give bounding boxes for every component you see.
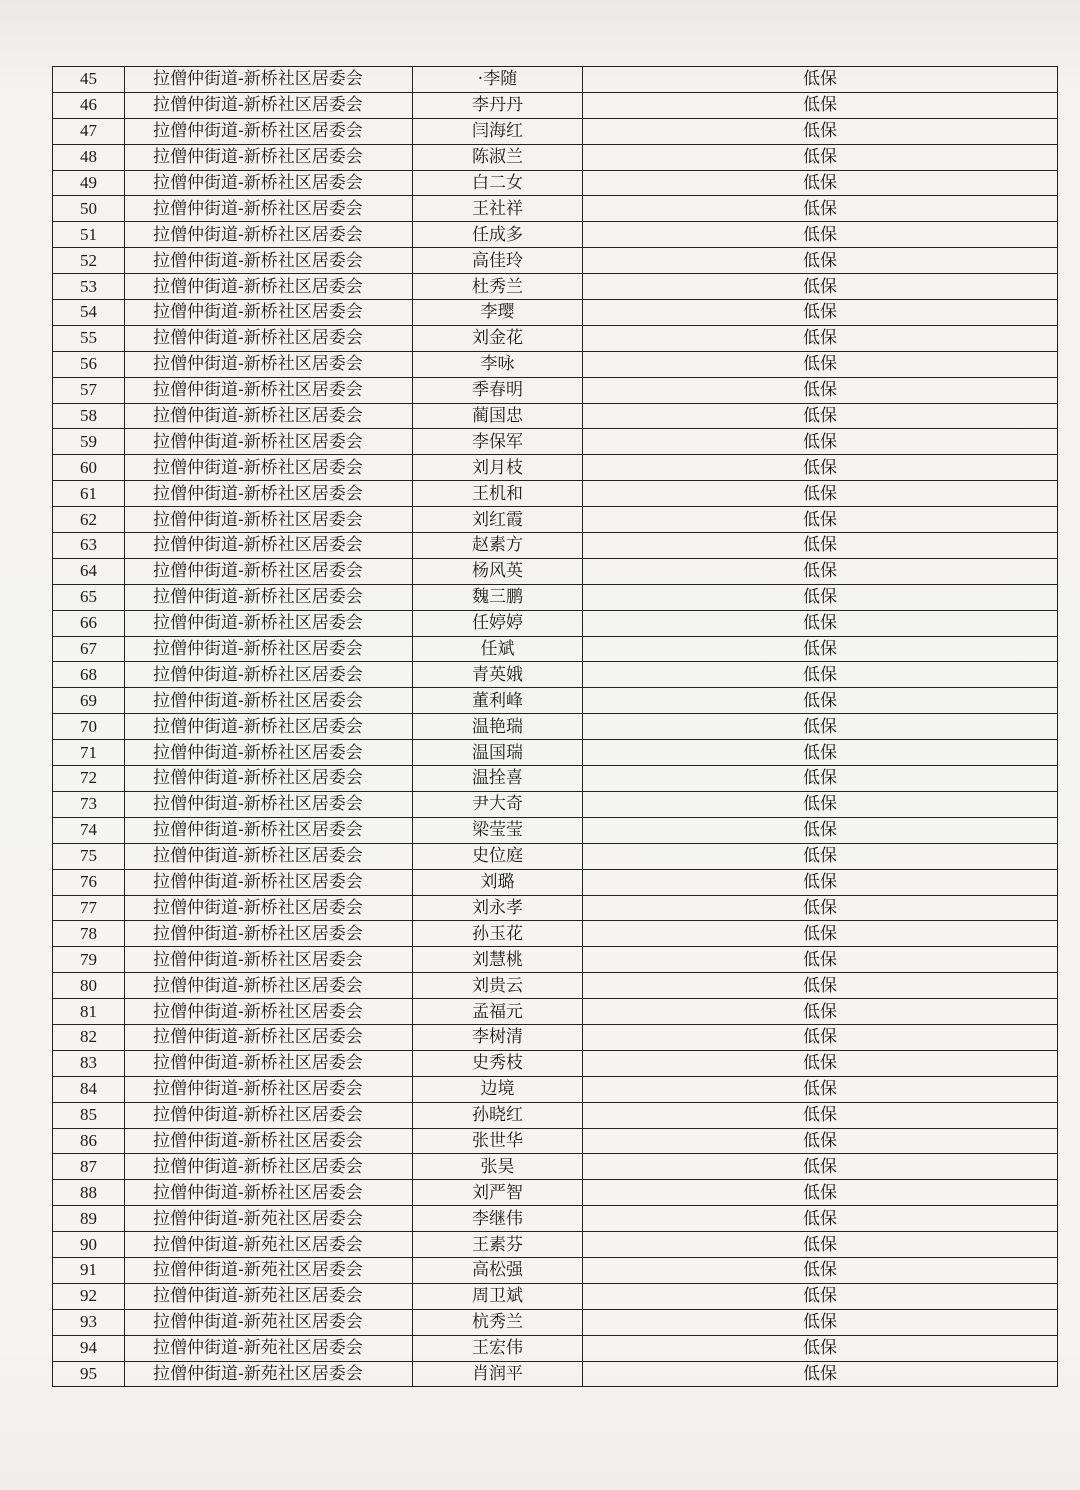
community-cell: 拉僧仲街道-新桥社区居委会 (125, 610, 413, 636)
roster-table (52, 66, 1058, 1387)
assistance-type-cell: 低保 (583, 170, 1058, 196)
community-cell: 拉僧仲街道-新桥社区居委会 (125, 766, 413, 792)
assistance-type-cell: 低保 (583, 895, 1058, 921)
row-number-cell: 70 (53, 714, 125, 740)
resident-name-cell: 刘红霞 (413, 507, 583, 533)
assistance-type-cell: 低保 (583, 222, 1058, 248)
assistance-type-cell: 低保 (583, 481, 1058, 507)
assistance-type-cell: 低保 (583, 558, 1058, 584)
resident-name-cell: 史秀枝 (413, 1050, 583, 1076)
row-number-cell: 50 (53, 196, 125, 222)
assistance-type-cell: 低保 (583, 403, 1058, 429)
community-cell: 拉僧仲街道-新桥社区居委会 (125, 118, 413, 144)
assistance-type-cell: 低保 (583, 662, 1058, 688)
table-row (53, 921, 1058, 947)
assistance-type-cell: 低保 (583, 740, 1058, 766)
resident-name-cell: 刘贵云 (413, 973, 583, 999)
assistance-type-cell: 低保 (583, 1283, 1058, 1309)
assistance-type-cell: 低保 (583, 1206, 1058, 1232)
resident-name-cell: 杨风英 (413, 558, 583, 584)
resident-name-cell: 王社祥 (413, 196, 583, 222)
resident-name-cell: 闫海红 (413, 118, 583, 144)
resident-name-cell: 高佳玲 (413, 248, 583, 274)
community-cell: 拉僧仲街道-新桥社区居委会 (125, 740, 413, 766)
row-number-cell: 67 (53, 636, 125, 662)
row-number-cell: 56 (53, 351, 125, 377)
community-cell: 拉僧仲街道-新桥社区居委会 (125, 196, 413, 222)
row-number-cell: 55 (53, 325, 125, 351)
resident-name-cell: 刘严智 (413, 1180, 583, 1206)
table-row (53, 325, 1058, 351)
row-number-cell: 62 (53, 507, 125, 533)
resident-name-cell: 季春明 (413, 377, 583, 403)
assistance-type-cell: 低保 (583, 429, 1058, 455)
table-row (53, 67, 1058, 93)
row-number-cell: 80 (53, 973, 125, 999)
assistance-type-cell: 低保 (583, 196, 1058, 222)
resident-name-cell: 杜秀兰 (413, 274, 583, 300)
row-number-cell: 85 (53, 1102, 125, 1128)
row-number-cell: 52 (53, 248, 125, 274)
assistance-type-cell: 低保 (583, 1102, 1058, 1128)
resident-name-cell: 张昊 (413, 1154, 583, 1180)
resident-name-cell: 董利峰 (413, 688, 583, 714)
assistance-roster (52, 66, 1057, 1387)
row-number-cell: 89 (53, 1206, 125, 1232)
community-cell: 拉僧仲街道-新桥社区居委会 (125, 1102, 413, 1128)
table-row (53, 481, 1058, 507)
community-cell: 拉僧仲街道-新桥社区居委会 (125, 248, 413, 274)
resident-name-cell: 温艳瑞 (413, 714, 583, 740)
resident-name-cell: 梁莹莹 (413, 817, 583, 843)
assistance-type-cell: 低保 (583, 973, 1058, 999)
table-row (53, 170, 1058, 196)
row-number-cell: 54 (53, 300, 125, 326)
row-number-cell: 60 (53, 455, 125, 481)
row-number-cell: 64 (53, 558, 125, 584)
assistance-type-cell: 低保 (583, 688, 1058, 714)
assistance-type-cell: 低保 (583, 377, 1058, 403)
community-cell: 拉僧仲街道-新桥社区居委会 (125, 1180, 413, 1206)
row-number-cell: 79 (53, 947, 125, 973)
community-cell: 拉僧仲街道-新桥社区居委会 (125, 300, 413, 326)
community-cell: 拉僧仲街道-新桥社区居委会 (125, 325, 413, 351)
assistance-type-cell: 低保 (583, 144, 1058, 170)
row-number-cell: 76 (53, 869, 125, 895)
row-number-cell: 81 (53, 999, 125, 1025)
row-number-cell: 72 (53, 766, 125, 792)
resident-name-cell: 陈淑兰 (413, 144, 583, 170)
community-cell: 拉僧仲街道-新桥社区居委会 (125, 222, 413, 248)
table-row (53, 817, 1058, 843)
table-row (53, 507, 1058, 533)
community-cell: 拉僧仲街道-新苑社区居委会 (125, 1257, 413, 1283)
assistance-type-cell: 低保 (583, 1335, 1058, 1361)
row-number-cell: 48 (53, 144, 125, 170)
row-number-cell: 68 (53, 662, 125, 688)
community-cell: 拉僧仲街道-新桥社区居委会 (125, 791, 413, 817)
community-cell: 拉僧仲街道-新桥社区居委会 (125, 921, 413, 947)
assistance-type-cell: 低保 (583, 455, 1058, 481)
table-row (53, 1102, 1058, 1128)
community-cell: 拉僧仲街道-新桥社区居委会 (125, 403, 413, 429)
assistance-type-cell: 低保 (583, 533, 1058, 559)
row-number-cell: 92 (53, 1283, 125, 1309)
assistance-type-cell: 低保 (583, 1257, 1058, 1283)
resident-name-cell: 李保军 (413, 429, 583, 455)
row-number-cell: 65 (53, 584, 125, 610)
table-row (53, 843, 1058, 869)
assistance-type-cell: 低保 (583, 921, 1058, 947)
table-row (53, 869, 1058, 895)
community-cell: 拉僧仲街道-新桥社区居委会 (125, 1050, 413, 1076)
assistance-type-cell: 低保 (583, 118, 1058, 144)
resident-name-cell: 李璎 (413, 300, 583, 326)
row-number-cell: 78 (53, 921, 125, 947)
row-number-cell: 74 (53, 817, 125, 843)
community-cell: 拉僧仲街道-新桥社区居委会 (125, 92, 413, 118)
assistance-type-cell: 低保 (583, 869, 1058, 895)
assistance-type-cell: 低保 (583, 300, 1058, 326)
table-row (53, 377, 1058, 403)
community-cell: 拉僧仲街道-新桥社区居委会 (125, 558, 413, 584)
row-number-cell: 83 (53, 1050, 125, 1076)
assistance-type-cell: 低保 (583, 999, 1058, 1025)
table-row (53, 791, 1058, 817)
community-cell: 拉僧仲街道-新桥社区居委会 (125, 1076, 413, 1102)
community-cell: 拉僧仲街道-新桥社区居委会 (125, 351, 413, 377)
community-cell: 拉僧仲街道-新桥社区居委会 (125, 947, 413, 973)
resident-name-cell: 刘璐 (413, 869, 583, 895)
row-number-cell: 69 (53, 688, 125, 714)
resident-name-cell: 温国瑞 (413, 740, 583, 766)
table-row (53, 1361, 1058, 1387)
community-cell: 拉僧仲街道-新桥社区居委会 (125, 714, 413, 740)
table-row (53, 740, 1058, 766)
resident-name-cell: 李继伟 (413, 1206, 583, 1232)
resident-name-cell: 刘慧桃 (413, 947, 583, 973)
resident-name-cell: 蔺国忠 (413, 403, 583, 429)
resident-name-cell: 温拴喜 (413, 766, 583, 792)
resident-name-cell: 任斌 (413, 636, 583, 662)
community-cell: 拉僧仲街道-新桥社区居委会 (125, 999, 413, 1025)
row-number-cell: 61 (53, 481, 125, 507)
assistance-type-cell: 低保 (583, 947, 1058, 973)
resident-name-cell: 杭秀兰 (413, 1309, 583, 1335)
community-cell: 拉僧仲街道-新桥社区居委会 (125, 507, 413, 533)
assistance-type-cell: 低保 (583, 584, 1058, 610)
row-number-cell: 47 (53, 118, 125, 144)
community-cell: 拉僧仲街道-新苑社区居委会 (125, 1361, 413, 1387)
table-row (53, 196, 1058, 222)
assistance-type-cell: 低保 (583, 714, 1058, 740)
table-row (53, 92, 1058, 118)
table-row (53, 610, 1058, 636)
resident-name-cell: 李咏 (413, 351, 583, 377)
assistance-type-cell: 低保 (583, 1128, 1058, 1154)
table-row (53, 947, 1058, 973)
community-cell: 拉僧仲街道-新桥社区居委会 (125, 170, 413, 196)
table-row (53, 1128, 1058, 1154)
resident-name-cell: 孙玉花 (413, 921, 583, 947)
table-row (53, 429, 1058, 455)
community-cell: 拉僧仲街道-新桥社区居委会 (125, 869, 413, 895)
resident-name-cell: 边境 (413, 1076, 583, 1102)
assistance-type-cell: 低保 (583, 351, 1058, 377)
row-number-cell: 49 (53, 170, 125, 196)
resident-name-cell: 尹大奇 (413, 791, 583, 817)
resident-name-cell: 刘金花 (413, 325, 583, 351)
table-row (53, 688, 1058, 714)
resident-name-cell: 孙晓红 (413, 1102, 583, 1128)
community-cell: 拉僧仲街道-新桥社区居委会 (125, 274, 413, 300)
row-number-cell: 91 (53, 1257, 125, 1283)
row-number-cell: 75 (53, 843, 125, 869)
assistance-type-cell: 低保 (583, 1309, 1058, 1335)
resident-name-cell: 史位庭 (413, 843, 583, 869)
table-row (53, 662, 1058, 688)
community-cell: 拉僧仲街道-新桥社区居委会 (125, 429, 413, 455)
community-cell: 拉僧仲街道-新桥社区居委会 (125, 895, 413, 921)
table-row (53, 1076, 1058, 1102)
table-row (53, 118, 1058, 144)
community-cell: 拉僧仲街道-新桥社区居委会 (125, 67, 413, 93)
assistance-type-cell: 低保 (583, 1050, 1058, 1076)
table-row (53, 584, 1058, 610)
resident-name-cell: 王机和 (413, 481, 583, 507)
row-number-cell: 66 (53, 610, 125, 636)
row-number-cell: 58 (53, 403, 125, 429)
community-cell: 拉僧仲街道-新苑社区居委会 (125, 1335, 413, 1361)
table-row (53, 300, 1058, 326)
row-number-cell: 82 (53, 1024, 125, 1050)
community-cell: 拉僧仲街道-新苑社区居委会 (125, 1206, 413, 1232)
community-cell: 拉僧仲街道-新桥社区居委会 (125, 817, 413, 843)
row-number-cell: 95 (53, 1361, 125, 1387)
resident-name-cell: 王宏伟 (413, 1335, 583, 1361)
resident-name-cell: ·李随 (413, 67, 583, 93)
assistance-type-cell: 低保 (583, 1154, 1058, 1180)
row-number-cell: 77 (53, 895, 125, 921)
table-row (53, 533, 1058, 559)
community-cell: 拉僧仲街道-新桥社区居委会 (125, 584, 413, 610)
table-row (53, 558, 1058, 584)
resident-name-cell: 魏三鹏 (413, 584, 583, 610)
resident-name-cell: 任婷婷 (413, 610, 583, 636)
resident-name-cell: 刘月枝 (413, 455, 583, 481)
row-number-cell: 46 (53, 92, 125, 118)
table-row (53, 1335, 1058, 1361)
resident-name-cell: 肖润平 (413, 1361, 583, 1387)
table-row (53, 766, 1058, 792)
community-cell: 拉僧仲街道-新桥社区居委会 (125, 636, 413, 662)
assistance-type-cell: 低保 (583, 274, 1058, 300)
resident-name-cell: 白二女 (413, 170, 583, 196)
assistance-type-cell: 低保 (583, 791, 1058, 817)
table-row (53, 1309, 1058, 1335)
row-number-cell: 63 (53, 533, 125, 559)
resident-name-cell: 周卫斌 (413, 1283, 583, 1309)
resident-name-cell: 李树清 (413, 1024, 583, 1050)
assistance-type-cell: 低保 (583, 92, 1058, 118)
community-cell: 拉僧仲街道-新桥社区居委会 (125, 1128, 413, 1154)
table-row (53, 1206, 1058, 1232)
community-cell: 拉僧仲街道-新桥社区居委会 (125, 455, 413, 481)
assistance-type-cell: 低保 (583, 610, 1058, 636)
table-row (53, 973, 1058, 999)
resident-name-cell: 青英娥 (413, 662, 583, 688)
community-cell: 拉僧仲街道-新桥社区居委会 (125, 688, 413, 714)
community-cell: 拉僧仲街道-新桥社区居委会 (125, 144, 413, 170)
row-number-cell: 93 (53, 1309, 125, 1335)
resident-name-cell: 王素芬 (413, 1232, 583, 1258)
table-row (53, 1024, 1058, 1050)
resident-name-cell: 刘永孝 (413, 895, 583, 921)
table-row (53, 351, 1058, 377)
assistance-type-cell: 低保 (583, 1180, 1058, 1206)
table-row (53, 274, 1058, 300)
resident-name-cell: 高松强 (413, 1257, 583, 1283)
community-cell: 拉僧仲街道-新桥社区居委会 (125, 662, 413, 688)
community-cell: 拉僧仲街道-新桥社区居委会 (125, 973, 413, 999)
assistance-type-cell: 低保 (583, 507, 1058, 533)
assistance-type-cell: 低保 (583, 766, 1058, 792)
row-number-cell: 51 (53, 222, 125, 248)
roster-table-body (53, 67, 1058, 1387)
table-row (53, 1283, 1058, 1309)
community-cell: 拉僧仲街道-新桥社区居委会 (125, 1024, 413, 1050)
table-row (53, 455, 1058, 481)
row-number-cell: 59 (53, 429, 125, 455)
resident-name-cell: 赵素方 (413, 533, 583, 559)
row-number-cell: 45 (53, 67, 125, 93)
community-cell: 拉僧仲街道-新苑社区居委会 (125, 1283, 413, 1309)
row-number-cell: 94 (53, 1335, 125, 1361)
row-number-cell: 84 (53, 1076, 125, 1102)
row-number-cell: 87 (53, 1154, 125, 1180)
row-number-cell: 57 (53, 377, 125, 403)
assistance-type-cell: 低保 (583, 843, 1058, 869)
assistance-type-cell: 低保 (583, 636, 1058, 662)
community-cell: 拉僧仲街道-新桥社区居委会 (125, 533, 413, 559)
assistance-type-cell: 低保 (583, 1076, 1058, 1102)
resident-name-cell: 李丹丹 (413, 92, 583, 118)
table-row (53, 1257, 1058, 1283)
table-row (53, 636, 1058, 662)
row-number-cell: 88 (53, 1180, 125, 1206)
table-row (53, 895, 1058, 921)
table-row (53, 714, 1058, 740)
community-cell: 拉僧仲街道-新苑社区居委会 (125, 1309, 413, 1335)
row-number-cell: 53 (53, 274, 125, 300)
community-cell: 拉僧仲街道-新苑社区居委会 (125, 1232, 413, 1258)
table-row (53, 222, 1058, 248)
row-number-cell: 71 (53, 740, 125, 766)
assistance-type-cell: 低保 (583, 1024, 1058, 1050)
community-cell: 拉僧仲街道-新桥社区居委会 (125, 377, 413, 403)
assistance-type-cell: 低保 (583, 1232, 1058, 1258)
community-cell: 拉僧仲街道-新桥社区居委会 (125, 1154, 413, 1180)
row-number-cell: 86 (53, 1128, 125, 1154)
assistance-type-cell: 低保 (583, 817, 1058, 843)
table-row (53, 403, 1058, 429)
assistance-type-cell: 低保 (583, 248, 1058, 274)
assistance-type-cell: 低保 (583, 67, 1058, 93)
row-number-cell: 90 (53, 1232, 125, 1258)
table-row (53, 248, 1058, 274)
table-row (53, 144, 1058, 170)
table-row (53, 1154, 1058, 1180)
table-row (53, 999, 1058, 1025)
table-row (53, 1232, 1058, 1258)
resident-name-cell: 张世华 (413, 1128, 583, 1154)
community-cell: 拉僧仲街道-新桥社区居委会 (125, 481, 413, 507)
table-row (53, 1180, 1058, 1206)
table-row (53, 1050, 1058, 1076)
resident-name-cell: 孟福元 (413, 999, 583, 1025)
assistance-type-cell: 低保 (583, 1361, 1058, 1387)
row-number-cell: 73 (53, 791, 125, 817)
resident-name-cell: 任成多 (413, 222, 583, 248)
community-cell: 拉僧仲街道-新桥社区居委会 (125, 843, 413, 869)
assistance-type-cell: 低保 (583, 325, 1058, 351)
